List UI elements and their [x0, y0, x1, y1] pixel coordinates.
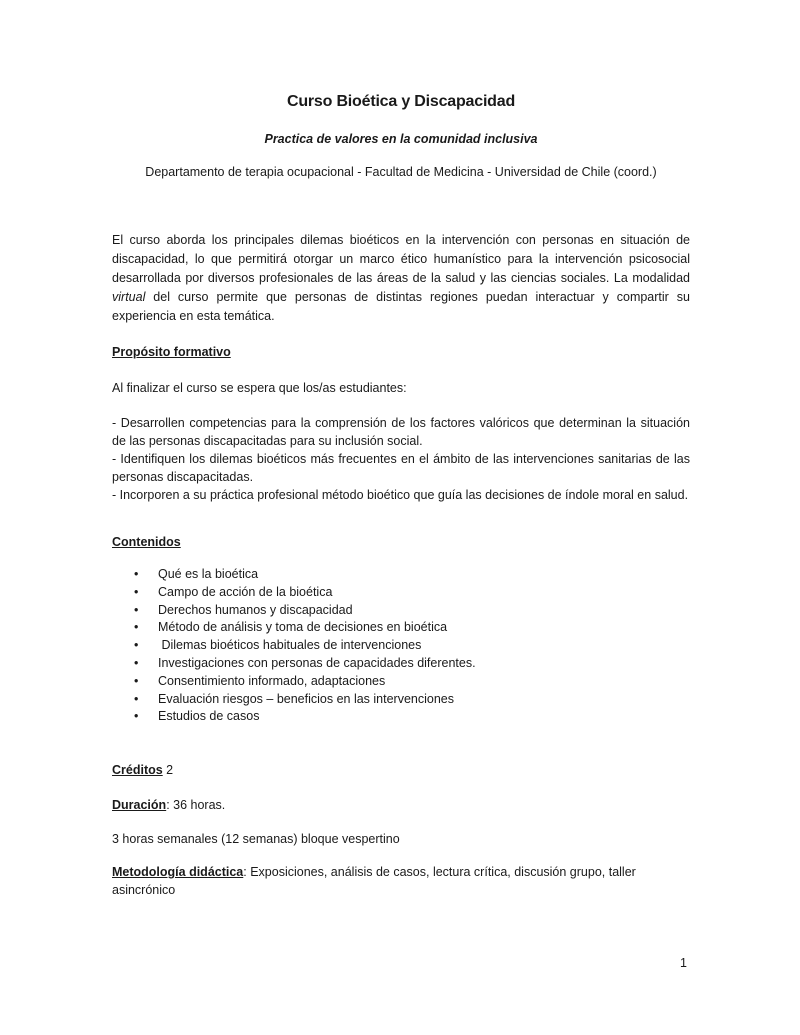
contents-list-item	[112, 584, 476, 602]
intro-paragraph-part1: El curso aborda los principales dilemas bioéticos en la intervención con personas en situación de discapacidad, lo que permitirá otorgar un marco ético humanístico para la intervención psicosocial desarrollada por diversos profesionales de las áreas de la salud y las ciencias sociales. La modalidad	[112, 233, 690, 285]
metodologia-label: Metodología didáctica	[112, 865, 244, 879]
document-title: Curso Bioética y Discapacidad	[286, 93, 516, 110]
contents-list-item	[112, 673, 476, 691]
horas-semanales: 3 horas semanales (12 semanas) bloque vespertino	[112, 832, 400, 846]
contents-item-label: Qué es la bioética	[158, 567, 259, 581]
bullet-icon: •	[134, 673, 139, 688]
duracion-line	[112, 796, 225, 815]
contents-item-label: Método de análisis y toma de decisiones en bioética	[158, 620, 448, 635]
intro-paragraph	[112, 231, 690, 326]
bullet-icon: •	[134, 602, 139, 617]
bullet-icon: •	[134, 567, 139, 581]
duracion-label: Duración	[112, 798, 167, 812]
contents-item-label: Campo de acción de la bioética	[158, 584, 333, 599]
contents-list-item	[112, 619, 476, 637]
contents-item-label: Dilemas bioéticos habituales de intervenciones	[158, 638, 422, 653]
contents-item-label: Estudios de casos	[158, 709, 260, 724]
objective-item: - Identifiquen los dilemas bioéticos más frecuentes en el ámbito de las intervenciones sanitarias de las personas discapacitadas.	[112, 452, 690, 484]
contents-list-item	[112, 708, 476, 726]
contenidos-heading: Contenidos	[112, 535, 181, 549]
contents-item-label: Investigaciones con personas de capacidades diferentes.	[158, 655, 476, 670]
document-subtitle: Practica de valores en la comunidad inclusiva	[264, 132, 538, 146]
objectives-list	[112, 414, 690, 504]
contents-list-item	[112, 637, 476, 655]
intro-paragraph-part2: del curso permite que personas de distintas regiones puedan interactuar y compartir su experiencia en esta temática.	[112, 290, 690, 323]
intro-paragraph-emphasis: virtual	[112, 290, 146, 304]
metodologia-line	[112, 863, 690, 899]
creditos-line	[112, 761, 173, 780]
contents-item-label: Consentimiento informado, adaptaciones	[158, 673, 386, 688]
page-number: 1	[680, 956, 687, 970]
contents-list-item	[112, 566, 476, 584]
department-line: Departamento de terapia ocupacional - Facultad de Medicina - Universidad de Chile (coord.)	[145, 165, 657, 179]
document-page	[112, 0, 690, 1035]
proposito-intro: Al finalizar el curso se espera que los/as estudiantes:	[112, 381, 407, 395]
objective-item: - Desarrollen competencias para la comprensión de los factores valóricos que determinan la situación de las personas discapacitadas para su inclusión social.	[112, 416, 690, 448]
contents-list-item	[112, 602, 476, 620]
contents-item-label: Evaluación riesgos – beneficios en las intervenciones	[158, 691, 455, 706]
bullet-icon: •	[134, 691, 139, 706]
objective-item: - Incorporen a su práctica profesional método bioético que guía las decisiones de índole moral en salud.	[112, 488, 689, 502]
bullet-icon: •	[134, 620, 139, 635]
contents-list	[112, 566, 476, 726]
contents-list-item	[112, 691, 476, 709]
contents-list-item	[112, 655, 476, 673]
bullet-icon: •	[134, 655, 139, 670]
contents-item-label: Derechos humanos y discapacidad	[158, 602, 353, 617]
proposito-heading: Propósito formativo	[112, 345, 231, 359]
duracion-value: : 36 horas.	[166, 798, 226, 812]
bullet-icon: •	[134, 709, 139, 724]
creditos-label: Créditos	[112, 763, 163, 777]
metodologia-value: : Exposiciones, análisis de casos, lectura crítica, discusión grupo, taller asincrónico	[112, 865, 636, 897]
bullet-icon: •	[134, 638, 139, 653]
creditos-value: 2	[162, 763, 174, 777]
bullet-icon: •	[134, 584, 139, 599]
